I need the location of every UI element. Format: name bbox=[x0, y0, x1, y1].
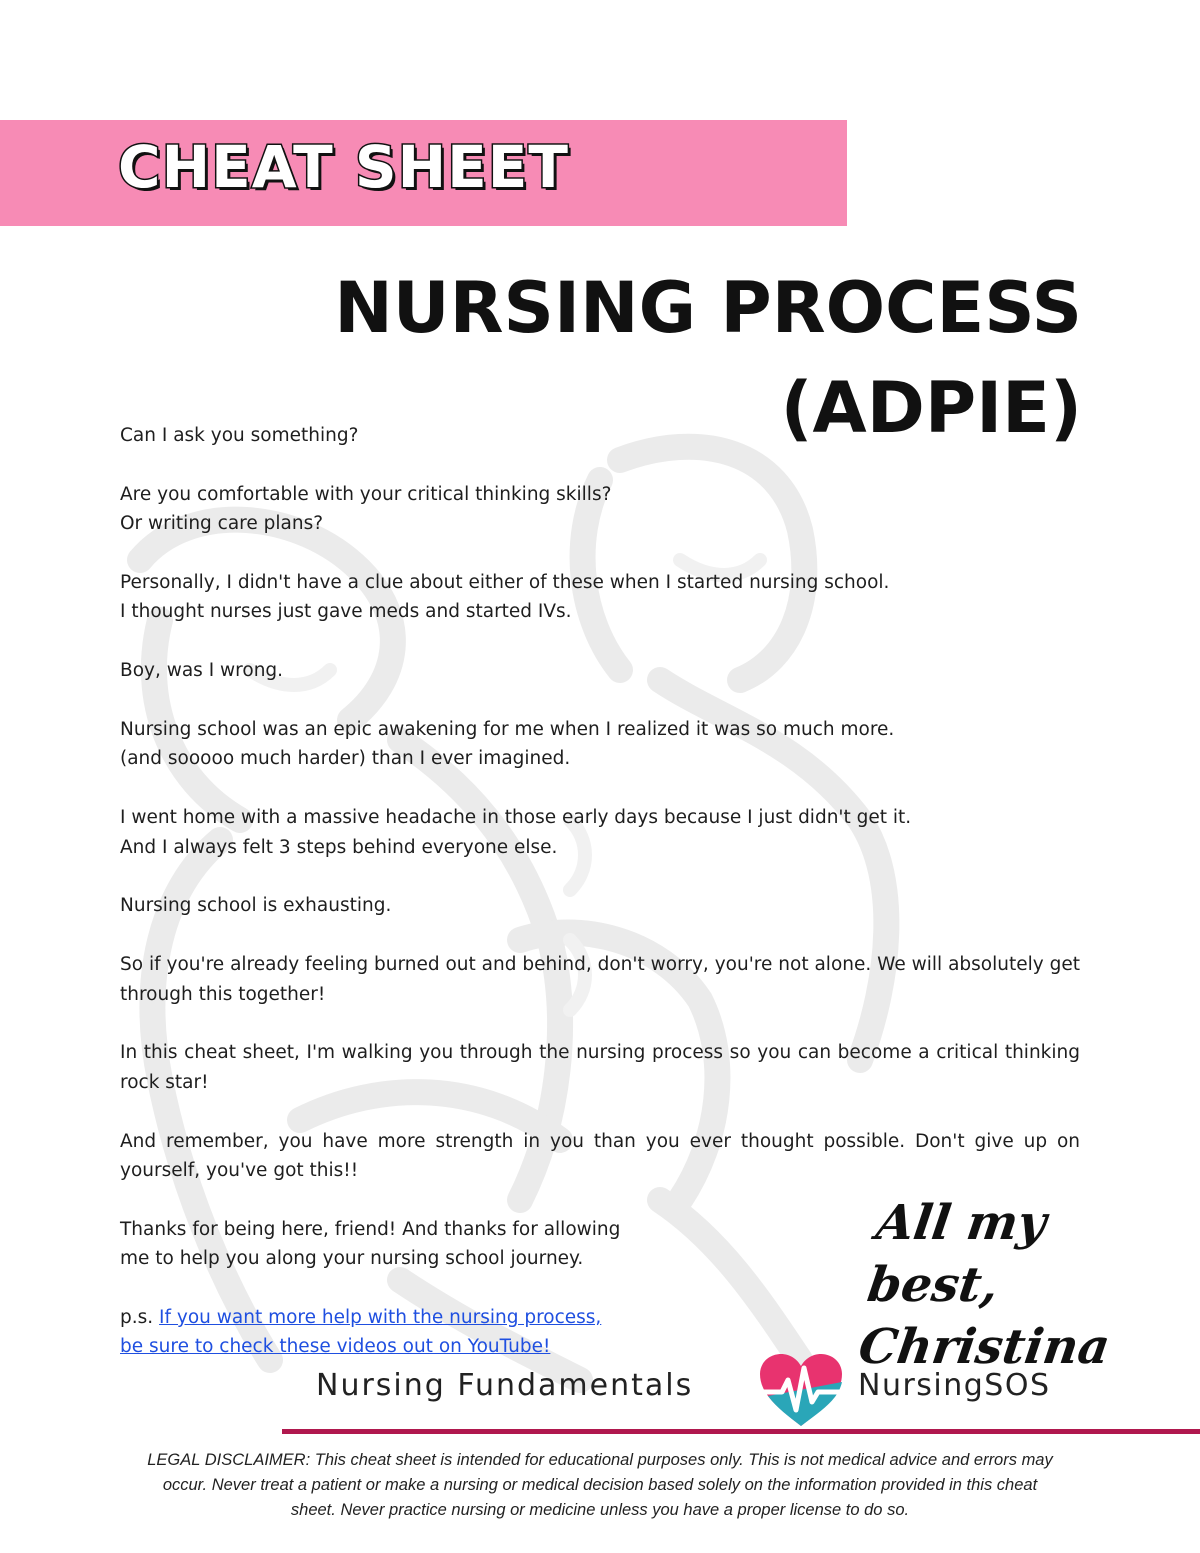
paragraph bbox=[120, 715, 1080, 774]
paragraph: Nursing school is exhausting. bbox=[120, 895, 392, 917]
paragraph: And remember, you have more strength in you than you ever thought possible. Don't give up on yourself, you've got this!! bbox=[120, 1130, 1080, 1182]
page-title-line1: NURSING PROCESS bbox=[334, 267, 1082, 349]
paragraph bbox=[120, 803, 1080, 862]
brand-nursingsos: NursingSOS bbox=[858, 1368, 1051, 1403]
youtube-link[interactable] bbox=[120, 1307, 601, 1357]
paragraph: Boy, was I wrong. bbox=[120, 660, 284, 682]
paragraph-line: Personally, I didn't have a clue about either of these when I started nursing school. bbox=[120, 572, 890, 593]
paragraph-line: (and sooooo much harder) than I ever imagined. bbox=[120, 748, 571, 770]
signature bbox=[855, 1192, 1114, 1378]
paragraph-line: I went home with a massive headache in those early days because I just didn't get it. bbox=[120, 807, 912, 829]
paragraph-line: Nursing school was an epic awakening for me when I realized it was so much more. bbox=[120, 719, 895, 740]
footer-divider bbox=[282, 1429, 1200, 1434]
heart-pulse-icon bbox=[758, 1352, 844, 1428]
cheat-sheet-label: CHEAT SHEET bbox=[118, 133, 569, 201]
paragraph bbox=[120, 568, 1080, 627]
paragraph-line: Or writing care plans? bbox=[120, 513, 324, 535]
legal-disclaimer: LEGAL DISCLAIMER: This cheat sheet is intended for educational purposes only. This is not medical advice and errors may occur. Never treat a patient or make a nursing or medical decision based solely on the information provided in this cheat sheet. Never practice nursing or medicine unless you have a proper license to do so. bbox=[147, 1451, 1053, 1519]
paragraph: So if you're already feeling burned out and behind, don't worry, you're not alone. We will absolutely get through this together! bbox=[120, 954, 1080, 1005]
youtube-link-line2[interactable]: be sure to check these videos out on YouTube! bbox=[120, 1336, 551, 1358]
paragraph-line: me to help you along your nursing school journey. bbox=[120, 1248, 584, 1270]
paragraph-line: I thought nurses just gave meds and started IVs. bbox=[120, 601, 572, 623]
ps-prefix: p.s. bbox=[120, 1307, 154, 1329]
youtube-link-line1[interactable]: If you want more help with the nursing process, bbox=[159, 1307, 602, 1329]
paragraph bbox=[120, 480, 1080, 539]
paragraph-line: Are you comfortable with your critical thinking skills? bbox=[120, 483, 612, 505]
signature-line1: All my best, bbox=[864, 1195, 1050, 1313]
paragraph: Can I ask you something? bbox=[120, 425, 359, 446]
page-title-line2: (ADPIE) bbox=[780, 367, 1082, 449]
signature-line2: Christina bbox=[855, 1319, 1114, 1375]
paragraph-line: Thanks for being here, friend! And thanks for allowing bbox=[120, 1218, 621, 1240]
brand-nursing-fundamentals: Nursing Fundamentals bbox=[316, 1368, 694, 1403]
paragraph: In this cheat sheet, I'm walking you through the nursing process so you can become a critical thinking rock star! bbox=[120, 1042, 1080, 1093]
paragraph-line: And I always felt 3 steps behind everyone else. bbox=[120, 836, 558, 858]
